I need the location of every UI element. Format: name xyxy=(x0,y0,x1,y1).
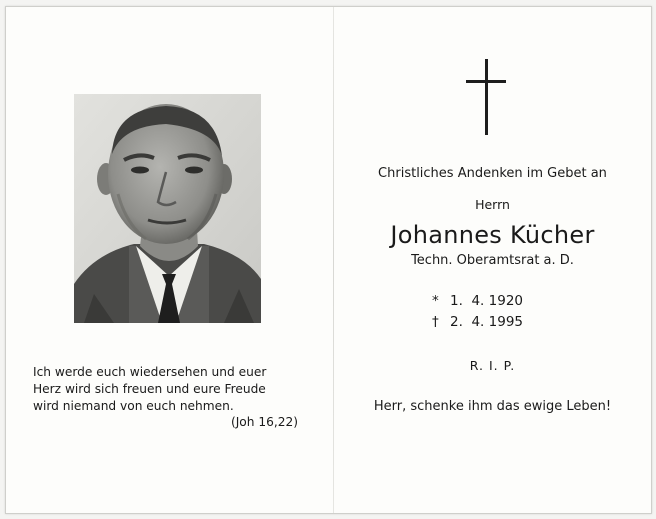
birth-date: 1. 4. 1920 xyxy=(450,293,523,309)
honorific-title: Herrn xyxy=(475,197,510,212)
bible-verse xyxy=(33,364,298,415)
death-row xyxy=(432,312,523,333)
verse-line-1: Ich werde euch wiedersehen und euer xyxy=(33,365,267,379)
death-date: 2. 4. 1995 xyxy=(450,314,523,330)
latin-cross-icon xyxy=(466,59,506,135)
portrait-photo xyxy=(74,94,261,323)
memorial-prefix: Christliches Andenken im Gebet an xyxy=(378,166,607,181)
birth-row xyxy=(432,291,523,312)
life-dates xyxy=(432,291,523,333)
memorial-card xyxy=(5,6,652,514)
verse-line-3: wird niemand von euch nehmen. xyxy=(33,399,234,413)
rip-text: R. I. P. xyxy=(469,358,516,373)
birth-star-icon: * xyxy=(432,293,439,309)
deceased-name: Johannes Kücher xyxy=(390,221,595,249)
verse-line-2: Herz wird sich freuen und eure Freude xyxy=(33,382,266,396)
verse-reference: (Joh 16,22) xyxy=(230,415,298,429)
death-dagger-icon: † xyxy=(432,314,439,330)
closing-prayer: Herr, schenke ihm das ewige Leben! xyxy=(373,399,612,414)
occupation: Techn. Oberamtsrat a. D. xyxy=(411,253,574,268)
